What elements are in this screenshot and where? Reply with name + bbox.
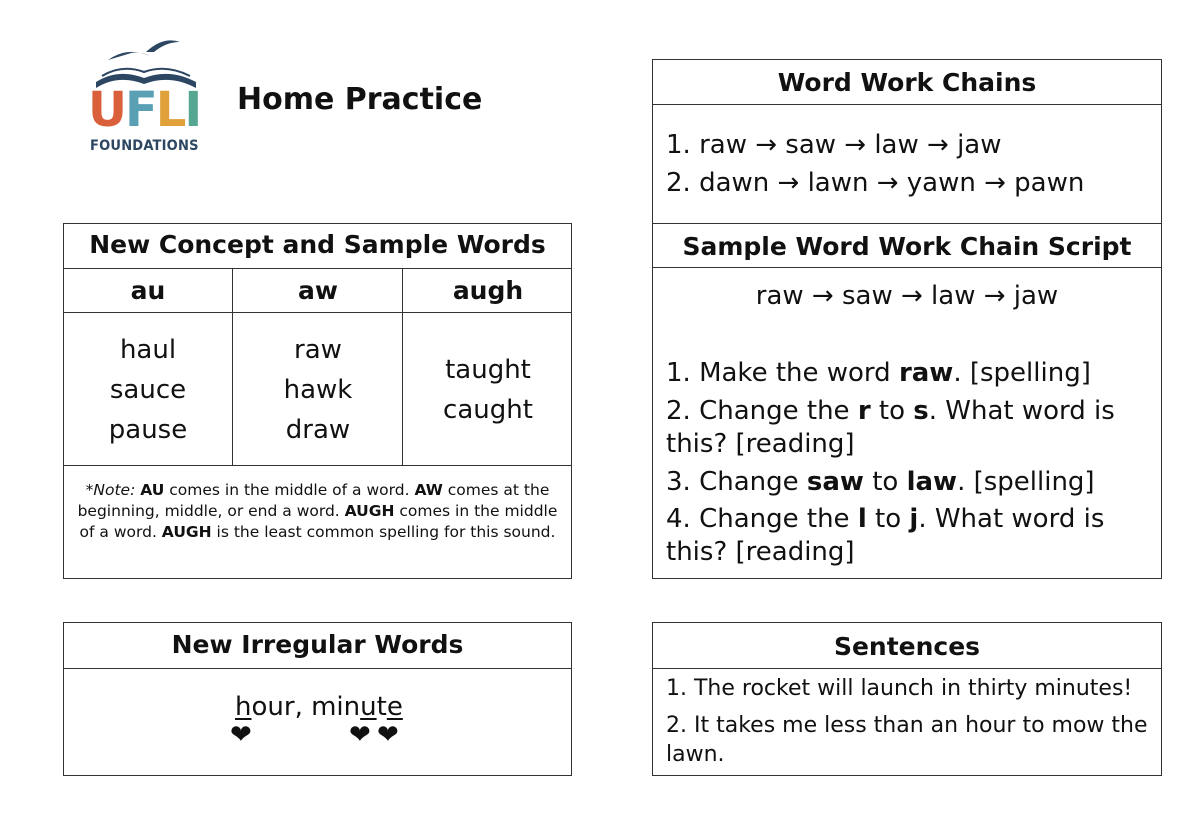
word: pause bbox=[108, 415, 188, 445]
logo-letter-f: F bbox=[124, 82, 156, 138]
column-header-augh: augh bbox=[452, 276, 524, 305]
irregular-text: our bbox=[251, 692, 295, 722]
column-header-aw: aw bbox=[298, 276, 338, 305]
step-text: 1. Make the word bbox=[666, 358, 899, 388]
divider bbox=[232, 268, 233, 465]
irregular-letter: u bbox=[360, 692, 377, 722]
heart-icon: ❤ bbox=[349, 720, 371, 750]
step-text: . What word is this? [reading] bbox=[666, 396, 1115, 459]
word: caught bbox=[443, 395, 533, 425]
step-text: . [spelling] bbox=[957, 467, 1095, 497]
irregular-words-box bbox=[63, 622, 572, 776]
heart-icon: ❤ bbox=[230, 720, 252, 750]
divider bbox=[402, 268, 403, 465]
step-bold: saw bbox=[806, 467, 864, 497]
note-bold: AUGH bbox=[344, 502, 395, 520]
step-text: 3. Change bbox=[666, 467, 807, 497]
divider bbox=[64, 668, 571, 669]
step-bold: raw bbox=[898, 358, 954, 388]
script-step-2 bbox=[666, 395, 1151, 461]
step-text: 2. Change the bbox=[666, 396, 858, 426]
word: haul bbox=[119, 335, 177, 365]
heart-icon: ❤ bbox=[377, 720, 399, 750]
script-step-1 bbox=[666, 357, 1151, 390]
step-bold: l bbox=[857, 504, 867, 534]
step-text: to bbox=[863, 467, 907, 497]
word-list-augh bbox=[404, 350, 572, 430]
chain-line: 2. dawn → lawn → yawn → pawn bbox=[666, 168, 1085, 198]
irregular-text: , bbox=[294, 692, 312, 722]
step-text: . What word is this? [reading] bbox=[666, 504, 1105, 567]
step-text: to bbox=[866, 504, 910, 534]
script-step-3 bbox=[666, 466, 1151, 499]
concept-note bbox=[74, 480, 561, 543]
logo-letter-i: I bbox=[184, 82, 201, 138]
note-text: comes at the beginning, middle, or end a word. bbox=[77, 481, 550, 520]
word: draw bbox=[285, 415, 351, 445]
chains-title: Word Work Chains bbox=[777, 68, 1037, 97]
script-step-4 bbox=[666, 503, 1151, 569]
logo-letter-l: L bbox=[155, 82, 185, 138]
sentences-box bbox=[652, 622, 1162, 776]
note-prefix: *Note: bbox=[85, 481, 141, 499]
note-text: comes in the middle of a word. bbox=[79, 502, 558, 541]
irregular-title: New Irregular Words bbox=[171, 630, 464, 659]
step-bold: j bbox=[909, 504, 919, 534]
book-birds-icon bbox=[88, 38, 203, 88]
step-text: . [spelling] bbox=[953, 358, 1091, 388]
word: taught bbox=[445, 355, 531, 385]
divider bbox=[653, 104, 1161, 105]
divider bbox=[653, 668, 1161, 669]
word: sauce bbox=[109, 375, 187, 405]
column-header-au: au bbox=[130, 276, 166, 305]
divider bbox=[64, 465, 571, 466]
divider bbox=[64, 312, 571, 313]
sentence: 2. It takes me less than an hour to mow the lawn. bbox=[666, 713, 1148, 767]
irregular-letter: e bbox=[386, 692, 403, 722]
divider bbox=[653, 267, 1161, 268]
note-bold: AW bbox=[414, 481, 443, 499]
word: raw bbox=[294, 335, 342, 365]
irregular-text: min bbox=[311, 692, 361, 722]
note-bold: AUGH bbox=[161, 523, 212, 541]
script-title: Sample Word Work Chain Script bbox=[682, 232, 1132, 261]
page-title: Home Practice bbox=[237, 82, 483, 117]
step-text: 4. Change the bbox=[666, 504, 858, 534]
logo-letters bbox=[88, 82, 201, 138]
chain-line: 1. raw → saw → law → jaw bbox=[666, 130, 1002, 160]
word: hawk bbox=[283, 375, 353, 405]
word-work-chains-box bbox=[652, 59, 1162, 579]
divider bbox=[64, 268, 571, 269]
script-chain: raw → saw → law → jaw bbox=[755, 281, 1059, 311]
step-bold: law bbox=[906, 467, 958, 497]
logo-subtitle: FOUNDATIONS bbox=[90, 138, 199, 154]
irregular-letter: h bbox=[235, 692, 252, 722]
irregular-text: t bbox=[376, 692, 387, 722]
note-text: comes in the middle of a word. bbox=[164, 481, 415, 499]
step-bold: r bbox=[857, 396, 871, 426]
note-text: is the least common spelling for this sound. bbox=[211, 523, 556, 541]
irregular-words bbox=[235, 692, 403, 722]
concept-title: New Concept and Sample Words bbox=[89, 230, 546, 259]
logo-letter-u: U bbox=[88, 82, 125, 138]
divider bbox=[653, 223, 1161, 224]
word-list-aw bbox=[234, 330, 402, 450]
ufli-logo bbox=[88, 38, 203, 160]
sentences-title: Sentences bbox=[833, 632, 981, 661]
concept-table bbox=[63, 223, 572, 579]
sentence: 1. The rocket will launch in thirty minutes! bbox=[666, 676, 1133, 701]
note-bold: AU bbox=[140, 481, 165, 499]
word-list-au bbox=[64, 330, 232, 450]
step-bold: s bbox=[913, 396, 929, 426]
step-text: to bbox=[870, 396, 914, 426]
